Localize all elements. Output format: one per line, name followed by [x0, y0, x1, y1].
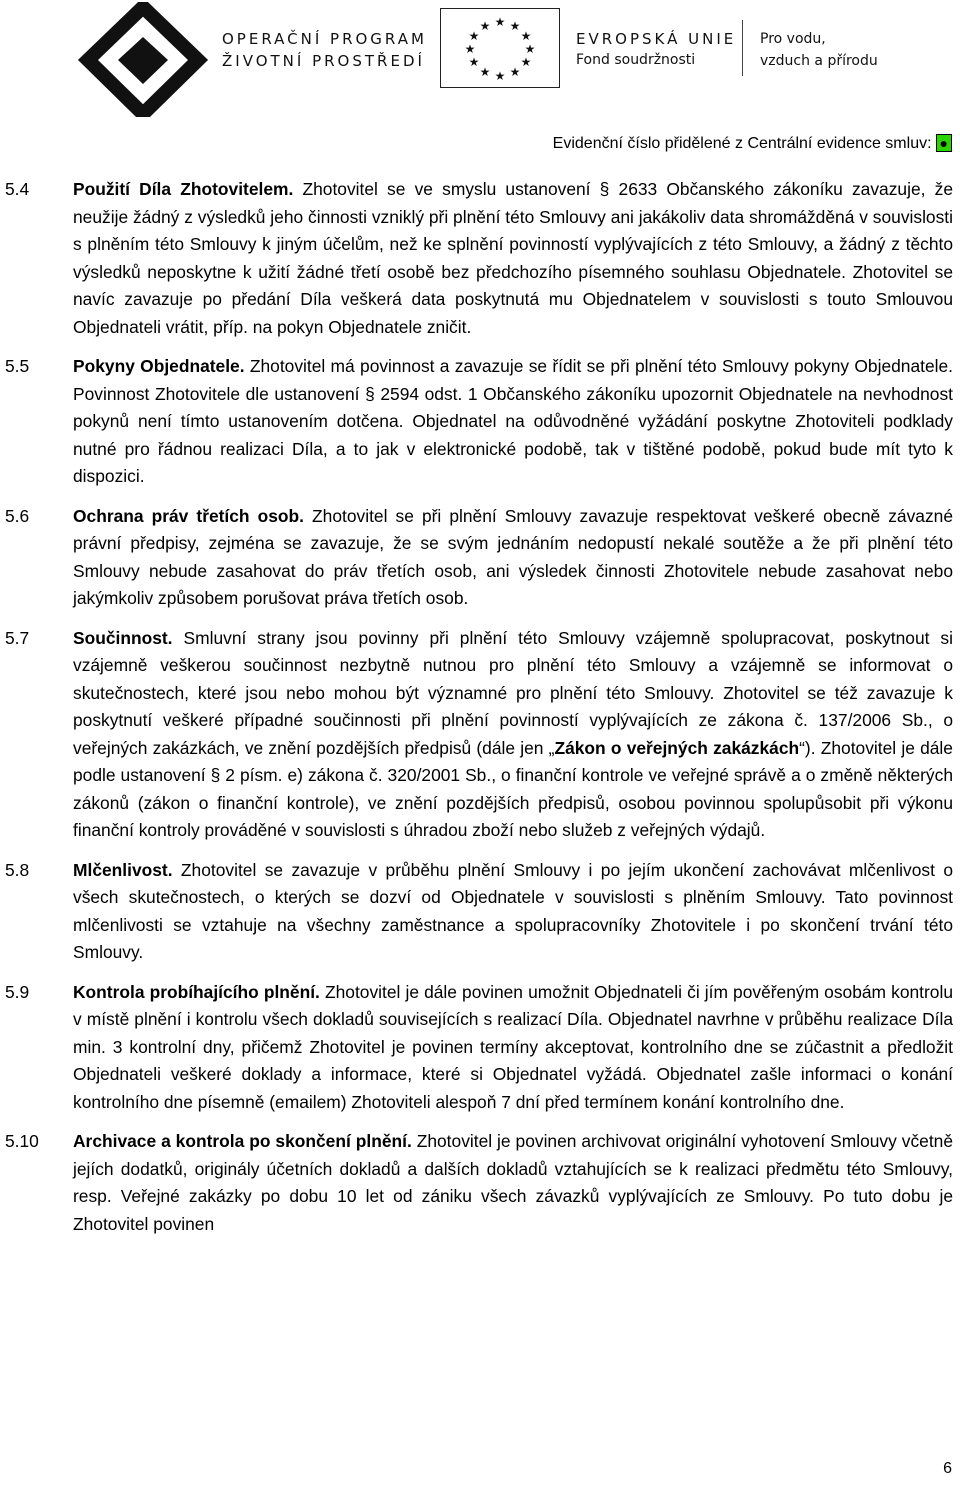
defined-term: Zákon o veřejných zakázkách — [554, 737, 800, 758]
header-slogan — [760, 28, 878, 72]
eu-line1: EVROPSKÁ UNIE — [576, 30, 737, 48]
op-zp-logo-icon — [78, 2, 208, 117]
section-title: Mlčenlivost. — [73, 859, 173, 880]
section-text: Zhotovitel se zavazuje v průběhu plnění Smlouvy i po jejím ukončení zachovávat mlčenlivost o všech skutečnostech, o kterých se dozví od Objednatele v souvislosti s plněním Smlouvy. Tato povinnost mlčenlivosti se vztahuje na všechny zaměstnance a spolupracovníky Zhotovitele i po skončení trvání této Smlouvy. — [73, 859, 953, 962]
section-text: Zhotovitel se při plnění Smlouvy zavazuje respektovat veškeré obecně závazné právní předpisy, zejména se zavazuje, že se svým jednáním nedopustí nekalé soutěže a že při plnění této Smlouvy nebude zasahovat do práv třetích osob, ani výsledek činnosti Zhotovitele nebude zasahovat nebo jakýmkoliv způsobem porušovat práva třetích osob. — [73, 505, 954, 608]
op-line2: ŽIVOTNÍ PROSTŘEDÍ — [222, 52, 425, 70]
section-number: 5.6 — [5, 505, 30, 526]
slogan-line1: Pro vodu, — [760, 31, 826, 47]
section-text: Zhotovitel má povinnost a zavazuje se řídit se při plnění této Smlouvy pokyny Objednatele. Povinnost Zhotovitele dle ustanovení § 2594 odst. 1 Občanského zákoníku upozornit Objednatele na nevhodnost pokynů není tímto ustanovením dotčena. Objednatel na odůvodněné vyžádání poskytne Zhotoviteli podklady nutné pro řádnou realizaci Díla, a to jak v elektronické podobě, tak v tištěné podobě, pokud bude mít tyto k dispozici. — [73, 356, 953, 486]
section-number: 5.10 — [5, 1131, 39, 1151]
document-body — [5, 176, 953, 1250]
section-number: 5.9 — [5, 981, 30, 1002]
section-5-4 — [5, 176, 953, 341]
evidence-number-line — [553, 134, 952, 153]
svg-text:★: ★ — [520, 29, 532, 43]
svg-text:★: ★ — [509, 65, 521, 79]
section-text: Zhotovitel je povinen archivovat originální vyhotovení Smlouvy včetně jejích dodatků, originály účetních dokladů a dalších dokladů vztahujících se k realizaci předmětu této Smlouvy, resp. Veřejné zakázky po dobu 10 let od zániku všech závazků vyplývajících ze Smlouvy. Po tuto dobu je Zhotovitel povinen — [73, 1131, 953, 1234]
evidence-label: Evidenční číslo přidělené z Centrální evidence smluv: — [552, 135, 932, 152]
section-text: Zhotovitel je dále povinen umožnit Objednateli či jím pověřeným osobám kontrolu v místě plnění i kontrolu všech dokladů souvisejících s realizací Díla. Objednatel navrhne v průběhu realizace Díla min. 3 kontrolní dny, přičemž Zhotovitel je povinen termíny akceptovat, kontrolního dne se zúčastnit a předložit Objednateli veškeré doklady a informace, které si Objednatel vyžádá. Objednatel zašle informaci o konání kontrolního dne písemně (emailem) Zhotoviteli alespoň 7 dní před termínem konání kontrolního dne. — [73, 981, 953, 1112]
section-5-8 — [5, 857, 953, 967]
section-text-a: Smluvní strany jsou povinny při plnění této Smlouvy vzájemně spolupracovat, poskytnout si vzájemně veškerou součinnost nezbytně nutnou pro plnění této Smlouvy a vzájemně se informovat o skutečnostech, které jsou nebo mohou být významné pro plnění této Smlouvy. Zhotovitel se též zavazuje k poskytnutí veškeré případné součinnosti při plnění povinností vyplývajících ze zákona č. 137/2006 Sb., o veřejných zakázkách, ve znění pozdějších předpisů (dále jen „ — [73, 627, 953, 758]
section-title: Kontrola probíhajícího plnění. — [73, 981, 320, 1002]
svg-text:★: ★ — [520, 55, 532, 69]
op-line1: OPERAČNÍ PROGRAM — [222, 30, 427, 48]
section-text: Zhotovitel se ve smyslu ustanovení § 2633 Občanského zákoníku zavazuje, že neužije žádný z výsledků jeho činnosti vzniklý při plnění této Smlouvy ani jakákoliv data shromážděná v souvislosti s plněním této Smlouvy k jiným účelům, než ke splnění povinností vyplývajících z této Smlouvy, a žádný z těchto výsledků neposkytne k užití žádné třetí osobě bez předchozího písemného souhlasu Objednatele. Zhotovitel se navíc zavazuje po předání Díla veškerá data poskytnutá mu Objednatelem v souvislosti s touto Smlouvou Objednateli vrátit, příp. na pokyn Objednatele zničit. — [73, 179, 953, 337]
section-number: 5.7 — [5, 627, 30, 648]
section-title: Použití Díla Zhotovitelem. — [73, 179, 294, 199]
section-title: Archivace a kontrola po skončení plnění. — [73, 1131, 412, 1151]
section-number: 5.8 — [5, 859, 30, 880]
section-number: 5.5 — [5, 356, 30, 376]
section-title: Pokyny Objednatele. — [73, 356, 245, 376]
svg-text:★: ★ — [494, 15, 506, 29]
slogan-line2: vzduch a přírodu — [760, 53, 878, 69]
svg-text:★: ★ — [479, 19, 491, 33]
section-title: Ochrana práv třetích osob. — [73, 505, 304, 526]
svg-text:★: ★ — [509, 19, 521, 33]
evidence-placeholder: ● — [936, 134, 952, 152]
svg-text:★: ★ — [479, 65, 491, 79]
eu-stars-icon — [440, 8, 560, 88]
svg-text:★: ★ — [468, 29, 480, 43]
section-5-7 — [5, 625, 953, 845]
section-number: 5.4 — [5, 179, 30, 199]
svg-text:★: ★ — [468, 55, 480, 69]
page-header — [0, 0, 960, 120]
page-number: 6 — [943, 1460, 952, 1477]
op-program-name — [222, 28, 427, 72]
section-5-10 — [5, 1128, 953, 1238]
svg-text:★: ★ — [464, 42, 476, 56]
section-5-6 — [5, 503, 953, 613]
header-divider — [742, 20, 743, 76]
section-5-5 — [5, 353, 953, 491]
section-5-9 — [5, 979, 953, 1117]
svg-text:★: ★ — [524, 42, 536, 56]
section-title: Součinnost. — [73, 627, 173, 648]
svg-text:★: ★ — [494, 69, 506, 83]
eu-fund-name — [576, 28, 736, 70]
eu-line2: Fond soudržnosti — [576, 52, 696, 68]
section-text-b: “). Zhotovitel je dále podle ustanovení § 2 písm. e) zákona č. 320/2001 Sb., o finanční kontrole ve veřejné správě a o změně některých zákonů (zákon o finanční kontrole), ve znění pozdějších předpisů, osobou povinnou spolupůsobit při výkonu finanční kontroly prováděné v souvislosti s úhradou zboží nebo služeb z veřejných výdajů. — [73, 737, 953, 840]
